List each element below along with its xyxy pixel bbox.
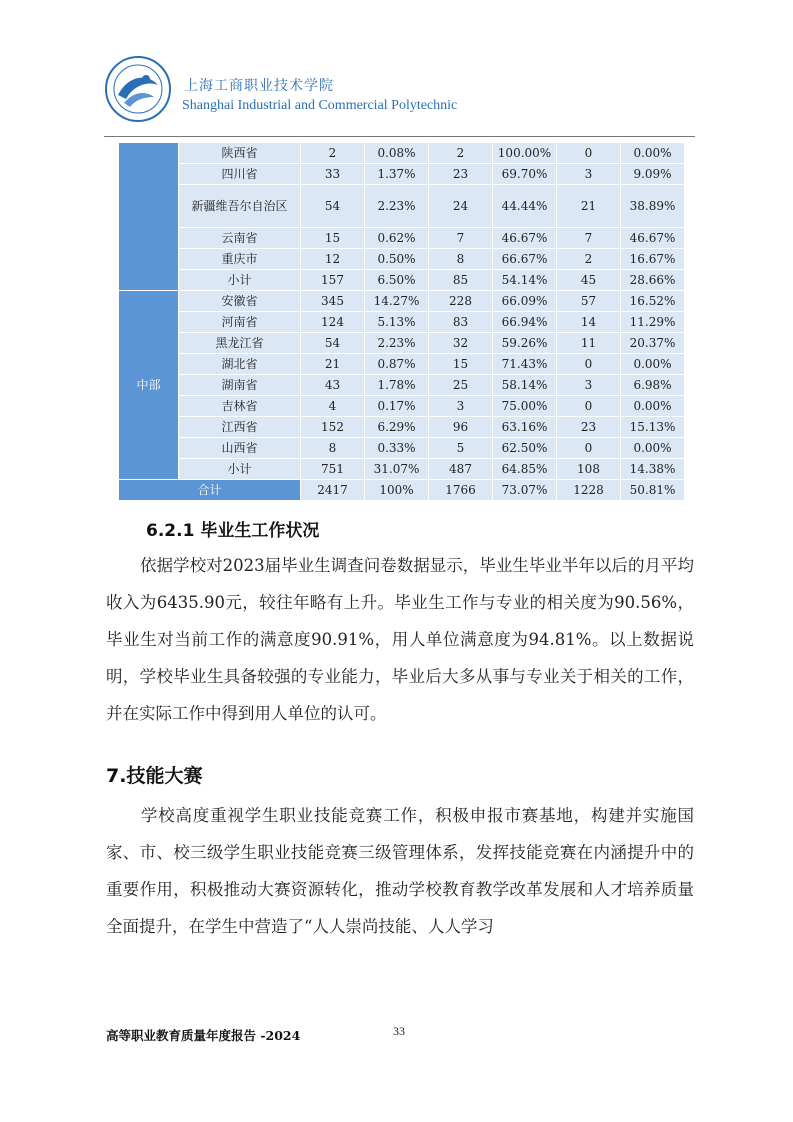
table-row: [119, 143, 685, 164]
table-row: [119, 438, 685, 459]
value-cell-employed: 32: [429, 333, 493, 354]
value-cell-pct: 1.78%: [365, 375, 429, 396]
value-cell-other-rate: 0.00%: [621, 354, 685, 375]
skills-contest-paragraph: [106, 797, 694, 945]
value-cell-count: 43: [301, 375, 365, 396]
section-heading-6-2-1: 6.2.1 毕业生工作状况: [146, 521, 320, 541]
table-total-row: [119, 480, 685, 501]
value-cell-other-rate: 38.89%: [621, 185, 685, 228]
value-cell-employed-rate: 44.44%: [493, 185, 557, 228]
region-cell: 中部: [119, 291, 179, 480]
value-cell-other: 2: [557, 249, 621, 270]
value-cell-employed: 5: [429, 438, 493, 459]
employment-by-province-table: [118, 142, 685, 501]
value-cell-employed: 23: [429, 164, 493, 185]
value-cell-employed-rate: 66.67%: [493, 249, 557, 270]
value-cell-employed: 85: [429, 270, 493, 291]
province-cell: 湖北省: [179, 354, 301, 375]
value-cell-other-rate: 16.67%: [621, 249, 685, 270]
value-cell-other: 0: [557, 143, 621, 164]
province-cell: 小计: [179, 459, 301, 480]
table-row: [119, 249, 685, 270]
table-row: [119, 312, 685, 333]
value-cell-other-rate: 0.00%: [621, 438, 685, 459]
value-cell-other: 0: [557, 396, 621, 417]
province-cell: 吉林省: [179, 396, 301, 417]
value-cell-other-rate: 0.00%: [621, 396, 685, 417]
value-cell-count: 2: [301, 143, 365, 164]
value-cell-employed-rate: 58.14%: [493, 375, 557, 396]
total-label-cell: 合计: [119, 480, 301, 501]
value-cell-other: 0: [557, 438, 621, 459]
table-row: [119, 270, 685, 291]
province-cell: 江西省: [179, 417, 301, 438]
school-name-en: Shanghai Industrial and Commercial Polytechnic: [182, 98, 458, 113]
total-cell-pct: 100%: [365, 480, 429, 501]
value-cell-employed-rate: 54.14%: [493, 270, 557, 291]
value-cell-count: 15: [301, 228, 365, 249]
value-cell-count: 157: [301, 270, 365, 291]
value-cell-pct: 0.33%: [365, 438, 429, 459]
table-row: [119, 375, 685, 396]
value-cell-other-rate: 20.37%: [621, 333, 685, 354]
province-cell: 小计: [179, 270, 301, 291]
province-cell: 四川省: [179, 164, 301, 185]
province-cell: 重庆市: [179, 249, 301, 270]
value-cell-other: 45: [557, 270, 621, 291]
value-cell-other: 0: [557, 354, 621, 375]
value-cell-count: 152: [301, 417, 365, 438]
value-cell-employed: 228: [429, 291, 493, 312]
value-cell-other-rate: 15.13%: [621, 417, 685, 438]
value-cell-other-rate: 14.38%: [621, 459, 685, 480]
province-cell: 湖南省: [179, 375, 301, 396]
value-cell-count: 8: [301, 438, 365, 459]
value-cell-count: 12: [301, 249, 365, 270]
value-cell-employed: 96: [429, 417, 493, 438]
page-number: 33: [393, 1024, 405, 1038]
value-cell-other: 108: [557, 459, 621, 480]
table-row: [119, 164, 685, 185]
value-cell-other-rate: 9.09%: [621, 164, 685, 185]
value-cell-other: 3: [557, 164, 621, 185]
footer-report-title: 高等职业教育质量年度报告 -2024: [106, 1028, 301, 1043]
value-cell-employed: 2: [429, 143, 493, 164]
value-cell-employed: 24: [429, 185, 493, 228]
value-cell-other: 23: [557, 417, 621, 438]
value-cell-pct: 6.29%: [365, 417, 429, 438]
value-cell-employed: 15: [429, 354, 493, 375]
value-cell-other: 3: [557, 375, 621, 396]
value-cell-employed-rate: 63.16%: [493, 417, 557, 438]
header-divider: [104, 136, 695, 137]
value-cell-employed: 25: [429, 375, 493, 396]
total-cell-other: 1228: [557, 480, 621, 501]
province-cell: 陕西省: [179, 143, 301, 164]
province-cell: 黑龙江省: [179, 333, 301, 354]
skills-contest-paragraph-text: 学校高度重视学生职业技能竞赛工作，积极申报市赛基地，构建并实施国家、市、校三级学生职业技能竞赛三级管理体系，发挥技能竞赛在内涵提升中的重要作用，积极推动大赛资源转化，推动学校教育教学改革发展和人才培养质量全面提升，在学生中营造了“人人崇尚技能、人人学习: [106, 806, 694, 936]
value-cell-employed-rate: 66.09%: [493, 291, 557, 312]
value-cell-employed: 7: [429, 228, 493, 249]
employment-paragraph: [106, 547, 694, 732]
province-cell: 山西省: [179, 438, 301, 459]
province-cell: 云南省: [179, 228, 301, 249]
value-cell-pct: 0.50%: [365, 249, 429, 270]
value-cell-employed: 83: [429, 312, 493, 333]
value-cell-count: 54: [301, 333, 365, 354]
value-cell-employed-rate: 75.00%: [493, 396, 557, 417]
value-cell-employed-rate: 64.85%: [493, 459, 557, 480]
value-cell-employed: 8: [429, 249, 493, 270]
total-cell-employed: 1766: [429, 480, 493, 501]
table-row: [119, 417, 685, 438]
table-row: [119, 185, 685, 228]
value-cell-other-rate: 16.52%: [621, 291, 685, 312]
school-logo-icon: [104, 55, 172, 123]
value-cell-other: 57: [557, 291, 621, 312]
table-row: [119, 459, 685, 480]
value-cell-employed-rate: 62.50%: [493, 438, 557, 459]
total-cell-other-rate: 50.81%: [621, 480, 685, 501]
table-row: [119, 291, 685, 312]
value-cell-employed-rate: 59.26%: [493, 333, 557, 354]
region-cell: [119, 143, 179, 291]
value-cell-pct: 1.37%: [365, 164, 429, 185]
value-cell-other: 14: [557, 312, 621, 333]
value-cell-pct: 0.62%: [365, 228, 429, 249]
page-header: [104, 55, 694, 137]
employment-paragraph-text: 依据学校对2023届毕业生调查问卷数据显示，毕业生毕业半年以后的月平均收入为6435.90元，较往年略有上升。毕业生工作与专业的相关度为90.56%，毕业生对当前工作的满意度90.91%，用人单位满意度为94.81%。以上数据说明，学校毕业生具备较强的专业能力，毕业后大多从事与专业关于相关的工作，并在实际工作中得到用人单位的认可。: [106, 556, 694, 723]
value-cell-employed-rate: 46.67%: [493, 228, 557, 249]
value-cell-employed-rate: 66.94%: [493, 312, 557, 333]
table-row: [119, 228, 685, 249]
value-cell-pct: 14.27%: [365, 291, 429, 312]
value-cell-other: 21: [557, 185, 621, 228]
value-cell-employed-rate: 71.43%: [493, 354, 557, 375]
value-cell-pct: 31.07%: [365, 459, 429, 480]
table-row: [119, 354, 685, 375]
total-cell-count: 2417: [301, 480, 365, 501]
value-cell-count: 54: [301, 185, 365, 228]
value-cell-count: 751: [301, 459, 365, 480]
value-cell-employed: 487: [429, 459, 493, 480]
province-cell: 河南省: [179, 312, 301, 333]
province-cell: 安徽省: [179, 291, 301, 312]
value-cell-pct: 6.50%: [365, 270, 429, 291]
table-row: [119, 333, 685, 354]
value-cell-other-rate: 46.67%: [621, 228, 685, 249]
value-cell-pct: 0.17%: [365, 396, 429, 417]
value-cell-pct: 5.13%: [365, 312, 429, 333]
value-cell-employed-rate: 100.00%: [493, 143, 557, 164]
value-cell-other-rate: 0.00%: [621, 143, 685, 164]
value-cell-count: 21: [301, 354, 365, 375]
value-cell-count: 124: [301, 312, 365, 333]
section-heading-7: 7.技能大赛: [106, 765, 203, 787]
total-cell-employed-rate: 73.07%: [493, 480, 557, 501]
school-name-cn: 上海工商职业技术学院: [184, 78, 334, 94]
value-cell-count: 345: [301, 291, 365, 312]
province-cell: 新疆维吾尔自治区: [179, 185, 301, 228]
value-cell-pct: 0.08%: [365, 143, 429, 164]
value-cell-other-rate: 28.66%: [621, 270, 685, 291]
value-cell-count: 4: [301, 396, 365, 417]
value-cell-other: 7: [557, 228, 621, 249]
value-cell-pct: 2.23%: [365, 333, 429, 354]
value-cell-employed-rate: 69.70%: [493, 164, 557, 185]
value-cell-count: 33: [301, 164, 365, 185]
value-cell-pct: 0.87%: [365, 354, 429, 375]
value-cell-other: 11: [557, 333, 621, 354]
table-row: [119, 396, 685, 417]
value-cell-other-rate: 6.98%: [621, 375, 685, 396]
value-cell-pct: 2.23%: [365, 185, 429, 228]
value-cell-other-rate: 11.29%: [621, 312, 685, 333]
value-cell-employed: 3: [429, 396, 493, 417]
